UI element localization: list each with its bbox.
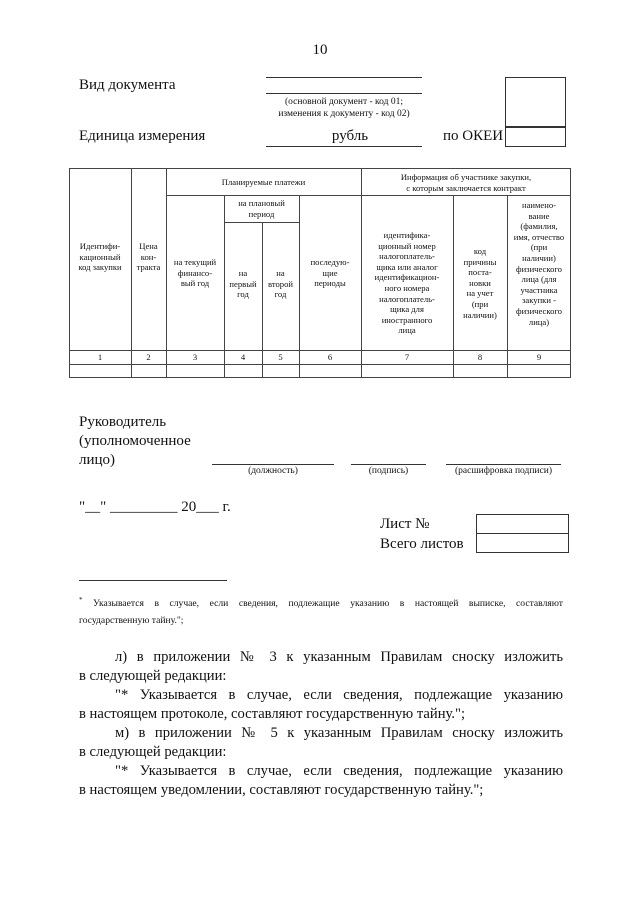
sheet-number-box[interactable] [476,514,569,534]
total-sheets-box[interactable] [476,533,569,553]
col-header-participant-info: Информация об участнике закупки, с которым заключается контракт [400,172,532,193]
col-header-contract-price: Цена кон- тракта [136,241,161,273]
date-line: "__" _________ 20___ г. [79,499,231,515]
unit-line [266,146,422,147]
page-number: 10 [312,42,328,58]
col-header-current-year: на текущий финансо- вый год [173,257,217,289]
okei-code-box[interactable] [505,127,566,147]
col-header-planned-period: на плановый период [238,198,285,219]
paragraph-m-quote: "* Указывается в случае, если сведения, подлежащие указанию в настоящем уведомлении, составляют государственную тайну."; [79,763,563,798]
col-number: 7 [404,352,410,362]
col-header-tax-id: идентифика- ционный номер налогоплатель- щика или аналог идентификацион- ного номера налогоплатель- щика для иностранного лица [374,230,440,336]
head-label: Руководитель (уполномоченное лицо) [79,414,191,468]
footnote: * Указывается в случае, если сведения, подлежащие указанию в настоящей выписке, составляют государственную тайну."; [79,596,564,627]
col-header-name: наимено- вание (фамилия, имя, отчество (при наличии) физического лица (для участника закупки - физического лица) [513,200,565,327]
col-number: 4 [240,352,246,362]
col-header-second-year: на второй год [268,268,293,300]
col-header-first-year: на первый год [229,268,257,300]
paragraph-m: м) в приложении № 5 к указанным Правилам сноску изложить в следующей редакции: [79,725,563,760]
sign-caption: (подпись) [368,466,409,476]
col-number: 3 [192,352,198,362]
sign-line [351,464,426,465]
doc-type-code-box[interactable] [505,77,566,127]
col-number: 2 [146,352,151,362]
doc-type-line-top [266,77,422,78]
col-header-kpp: код причины поста- новки на учет (при наличии) [463,246,497,320]
paragraph-l-quote: "* Указывается в случае, если сведения, подлежащие указанию в настоящем протоколе, составляют государственную тайну."; [79,687,563,722]
col-number: 8 [477,352,483,362]
doc-type-line [266,93,422,94]
unit-value: рубль [331,128,369,144]
col-number: 9 [536,352,542,362]
doc-type-note: (основной документ - код 01; изменения к документу - код 02) [278,97,410,119]
doc-type-label: Вид документа [79,77,176,93]
position-line [212,464,334,465]
okei-label: по ОКЕИ [443,128,504,144]
footnote-separator [79,580,227,581]
total-sheets-label: Всего листов [380,536,464,552]
paragraph-l: л) в приложении № 3 к указанным Правилам сноску изложить в следующей редакции: [79,649,563,684]
position-caption: (должность) [248,466,298,476]
decoding-line [446,464,561,465]
col-header-later-periods: последую- щие периоды [310,257,350,289]
sheet-label: Лист № [380,516,430,532]
unit-label: Единица измерения [79,128,206,144]
decoding-caption: (расшифровка подписи) [455,466,552,476]
col-header-planned-payments: Планируемые платежи [221,177,306,187]
col-header-purchase-id: Идентифи- кационный код закупки [78,241,122,273]
col-number: 1 [97,352,103,362]
col-number: 6 [327,352,333,362]
col-number: 5 [278,352,283,362]
